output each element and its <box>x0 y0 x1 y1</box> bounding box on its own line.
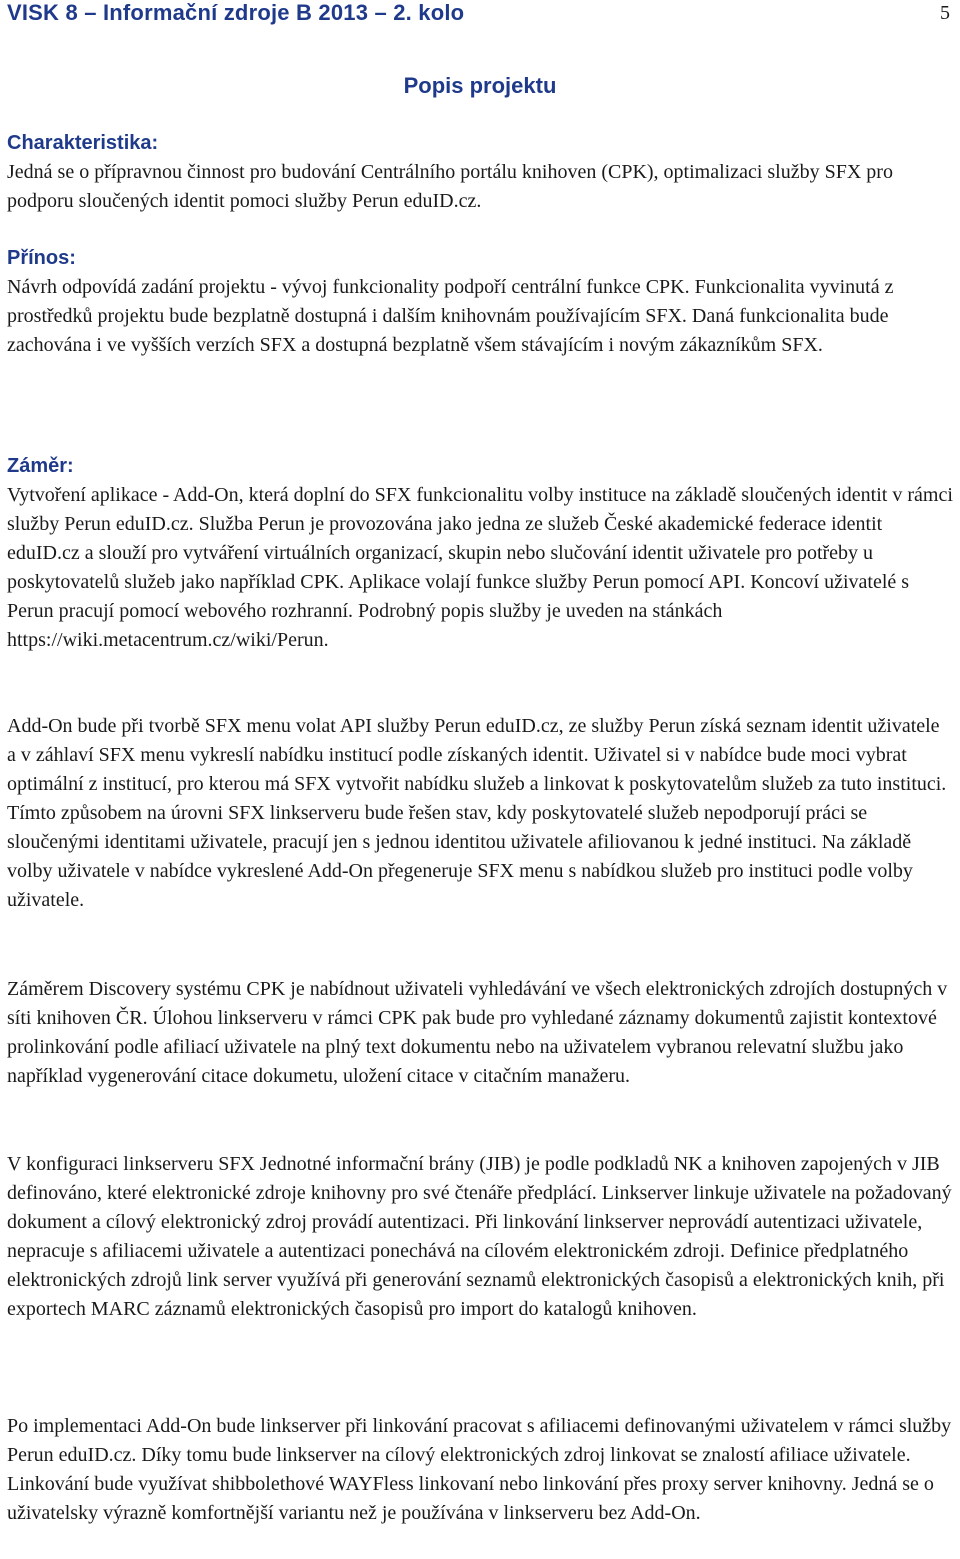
paragraph: Záměrem Discovery systému CPK je nabídnout uživateli vyhledávání ve všech elektronických zdrojích dostupných v síti knihoven ČR. Úlohou linkserveru v rámci CPK pak bude pro vyhledané záznamy dokumentů zajistit kontextové prolinkování podle afiliací uživatele na plný text dokumentu nebo na uživatelem vybranou relevatní službu jako například vygenerování citace dokumetu, uložení citace v citačním manažeru. <box>7 978 948 1087</box>
paragraph: Návrh odpovídá zadání projektu - vývoj funkcionality podpoří centrální funkce CPK. Funkcionalita vyvinutá z prostředků projektu bude bezplatně dostupná i dalším knihovnám používajícím SFX. Daná funkcionalita bude zachována i ve vyšších verzích SFX a dostupná bezplatně všem stávajícím i novým zákazníkům SFX. <box>7 276 894 356</box>
section-charakteristika <box>7 129 953 216</box>
running-header <box>7 0 950 30</box>
section-implementace <box>7 1412 953 1528</box>
section-addon <box>7 712 953 915</box>
paragraph: Jedná se o přípravnou činnost pro budování Centrálního portálu knihoven (CPK), optimalizaci služby SFX pro podporu sloučených identit pomoci služby Perun eduID.cz. <box>7 161 893 212</box>
section-heading: Záměr: <box>7 455 74 477</box>
section-zamer <box>7 452 953 655</box>
section-heading: Charakteristika: <box>7 132 159 154</box>
header-title: VISK 8 – Informační zdroje B 2013 – 2. kolo <box>7 0 465 25</box>
section-discovery <box>7 975 953 1091</box>
section-jib <box>7 1150 953 1324</box>
paragraph: V konfiguraci linkserveru SFX Jednotné informační brány (JIB) je podle podkladů NK a knihoven zapojených v JIB definováno, které elektronické zdroje knihovny pro své čtenáře předplácí. Linkserver linkuje uživatele na požadovaný dokument a cílový elektronický zdroj provádí autentizaci. Při linkování linkserver neprovádí autentizaci uživatele, nepracuje s afiliacemi uživatele a autentizaci ponechává na cílovém elektronickém zdroji. Definice předplatného elektronických zdrojů link server využívá při generování seznamů elektronických časopisů a elektronických knih, při exportech MARC záznamů elektronických časopisů pro import do katalogů knihoven. <box>7 1153 952 1320</box>
paragraph: Add-On bude při tvorbě SFX menu volat API služby Perun eduID.cz, ze služby Perun získá seznam identit uživatele a v záhlaví SFX menu vykreslí nabídku institucí podle získaných identit. Uživatel si v nabídce bude moci vybrat optimální z institucí, pro kterou má SFX vytvořit nabídku služeb a linkovat k poskytovatelům služeb za tuto instituci. Tímto způsobem na úrovni SFX linkserveru bude řešen stav, kdy poskytovatelé služeb nepodporují práci se sloučenými identitami uživatele, pracují jen s jednou identitou uživatele afiliovanou k jedné instituci. Na základě volby uživatele v nabídce vykreslené Add-On přegeneruje SFX menu s nabídkou služeb pro instituci podle volby uživatele. <box>7 715 947 911</box>
paragraph: Vytvoření aplikace - Add-On, která doplní do SFX funkcionalitu volby instituce na základě sloučených identit v rámci služby Perun eduID.cz. Služba Perun je provozována jako jedna ze služeb České akademické federace identit eduID.cz a slouží pro vytváření virtuálních organizací, skupin nebo slučování identit uživatele pro potřeby u poskytovatelů služeb jako například CPK. Aplikace volají funkce služby Perun pomocí API. Koncoví uživatelé s Perun pracují pomocí webového rozhranní. Podrobný popis služby je uveden na stánkách https://wiki.metacentrum.cz/wiki/Perun. <box>7 484 953 651</box>
section-heading: Přínos: <box>7 247 76 269</box>
page-title: Popis projektu <box>403 73 557 98</box>
page-number: 5 <box>940 2 950 24</box>
section-prinos <box>7 244 953 360</box>
paragraph: Po implementaci Add-On bude linkserver při linkování pracovat s afiliacemi definovanými uživatelem v rámci služby Perun eduID.cz. Díky tomu bude linkserver na cílový elektronických zdroj linkovat se znalostí afiliace uživatele. Linkování bude využívat shibbolethové WAYFless linkovaní nebo linkování přes proxy server knihovny. Jedná se o uživatelsky výrazně komfortnější variantu než je používána v linkserveru bez Add-On. <box>7 1415 952 1524</box>
